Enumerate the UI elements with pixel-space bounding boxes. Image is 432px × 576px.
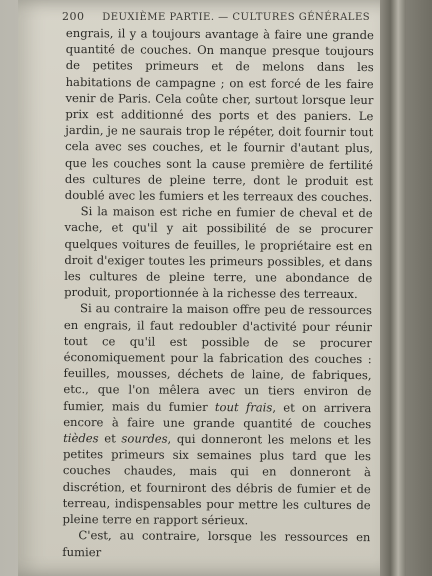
paragraph: engrais, il y a toujours avantage à faire une grande quantité de couches. On manque presque toujours de petites primeurs et de melons dans les habitations de campagne ; on est forcé de les faire venir de Paris. Cela coûte cher, surtout lorsque leur prix est additionné des ports et des paniers. Le jardin, je ne saurais trop le répéter, doit fournir tout cela avec ses couches, et le fournir d'autant plus, que les couches sont la cause première de fertilité des cultures de pleine terre, dont le produit est doublé avec les fumiers et les terreaux des couches. bbox=[64, 25, 374, 205]
paragraph-text: , qui donneront les melons et les petites primeurs six semaines plus tard que les couches chaudes, mais qui en donneront à discrétion, et fourniront des débris de fumier et de terreau, indispensables pour mettre les cultures de pleine terre en rapport sérieux. bbox=[62, 431, 372, 528]
page-header bbox=[62, 10, 371, 23]
paragraph-text: , et on arrivera encore à faire une grande quantité de couches bbox=[63, 400, 372, 432]
page-number: 200 bbox=[62, 10, 85, 23]
paragraph bbox=[62, 300, 372, 529]
paragraph: C'est, au contraire, lorsque les ressources en fumier bbox=[62, 528, 371, 559]
body-text bbox=[62, 25, 374, 562]
italic-text: tout frais bbox=[214, 399, 273, 415]
italic-text: sourdes bbox=[121, 431, 168, 446]
paragraph-text: et bbox=[98, 431, 122, 446]
paragraph: Si la maison est riche en fumier de cheval et de vache, et qu'il y ait possibilité de se procurer quelques voitures de feuilles, le propriétaire est en droit d'exiger toutes les primeurs possibles, et dans les cultures de pleine terre, une abondance de produit, proportionnée à la richesse des terreaux. bbox=[64, 204, 373, 302]
paragraph-text: Si au contraire la maison offre peu de ressources en engrais, il faut redoubler d'activité pour réunir tout ce qu'il est possible de se procurer économiquement pour la fabrication des couches : feuilles, mousses, déchets de laine, de fabriques, etc., que l'on mêlera avec un tiers environ de fumier, mais du fumier bbox=[63, 301, 373, 414]
running-title: DEUXIÈME PARTIE. — CULTURES GÉNÉRALES bbox=[102, 12, 371, 23]
page-gutter-edge bbox=[380, 0, 406, 576]
italic-text: tièdes bbox=[63, 431, 99, 446]
